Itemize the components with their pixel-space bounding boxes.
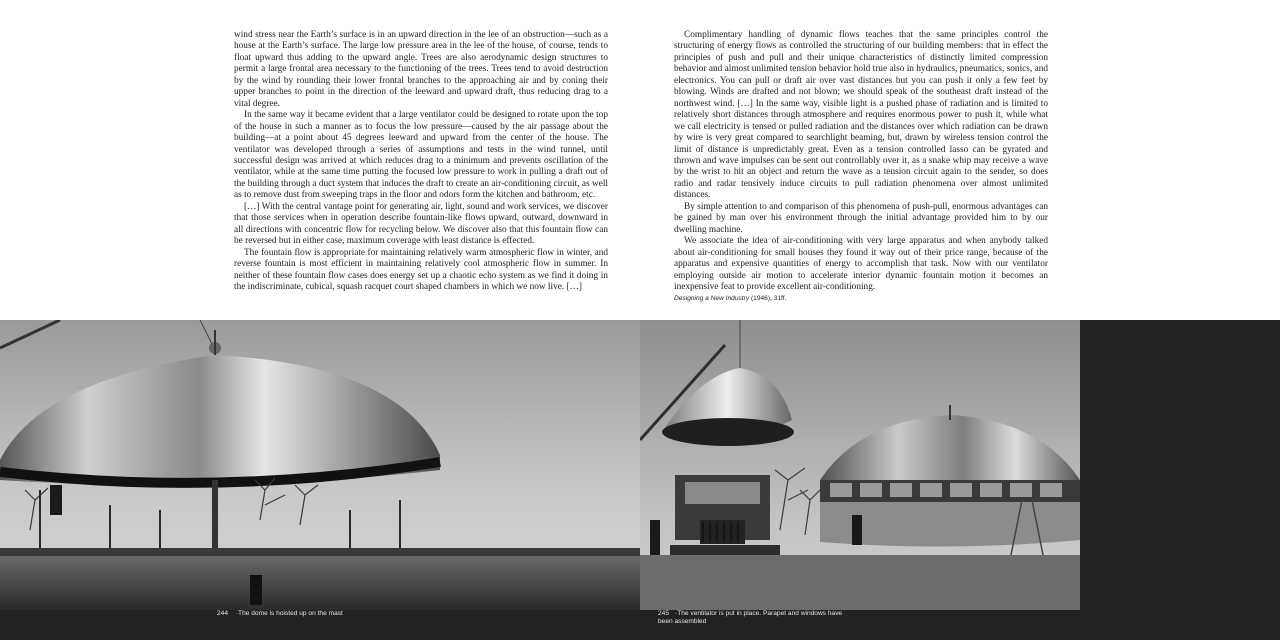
paragraph: […] With the central vantage point for generating air, light, sound and work services, we discover that those services when in operation describe fountain-like flows upward, outward, downward in all directions with concentric flow for recycling below. We discover also that this fountain flow can be reversed but in either case, maximum coverage with least distance is effected. — [234, 201, 608, 247]
figure-caption — [658, 610, 858, 626]
paragraph: wind stress near the Earth’s surface is in an upward direction in the lee of an obstruction—such as a house at the Earth’s surface. The large low pressure area in the lee of the house, of course, tends to float upward thus adding to the upward angle. Trees are also aerodynamic design structures to permit a large frontal area necessary to the functioning of the trees. Trees tend to avoid destruction by the wind by rounding their lower frontal branches to the approaching air and by coning their upper branches to point in the direction of the leeward and upward draft, thus reducing drag to a vital degree. — [234, 30, 608, 109]
paragraph: By simple attention to and comparison of this phenomena of push-pull, enormous advantages can be gained by man over his environment through the initial advantage provided him to by our dwelling machine. — [674, 201, 1048, 235]
dome-hoisted-photo — [0, 320, 640, 640]
credit-rest: (1946), 31ff. — [749, 295, 787, 303]
paragraph: Complimentary handling of dynamic flows teaches that the same principles control the structuring of energy flows as controlled the structuring of our building members: that in effect the principles of push and pull and their unique characteristics of distinctly limited compression behavior and almost unlimited tension behavior hold true also in hydraulics, pneumatics, sonics, and electronics. You can pull or draft air over vast distances but you can push it only a few feet by blowing. Winds are drafted and not blown; we should speak of the southeast draft instead of the northwest wind. […] In the same way, visible light is a pushed phase of radiation and is limited to relatively short distances through atmosphere and requires enormous power to push it, while what we call electricity is tensed or pulled radiation and the distances over which radiation can be drawn by wire is very great compared to searchlight beaming, but, drawn by wireless tension control the limit of distance is unpredictably great. Even as a tension controlled lasso can be gyrated and thrown and wave impulses can be sent out controllably over it, as a snake whip may receive a wave by the wrist to hit an object and return the wave as a tension circuit again to the sender, so does radio and radar tensively induce circuits to pull radiation phenomena over almost unlimited distances. — [674, 30, 1048, 201]
page-number: 244 — [217, 610, 229, 617]
right-text-column — [674, 30, 1048, 305]
caption-text: ·The dome is hoisted up on the mast — [235, 610, 343, 617]
credit-title: Designing a New Industry — [674, 295, 750, 303]
paragraph: In the same way it became evident that a large ventilator could be designed to rotate upon the top of the house in such a manner as to focus the low pressure—caused by the air passage about the building—at a point about 45 degrees leeward and upward from the center of the house. The ventilator was developed through a series of assumptions and tests in the wind tunnel, until successful design was arrived at which reduces drag to a minimum and prevents oscillation of the ventilator, while at the same time putting the focused low pressure to work in pulling a draft out of the building through a duct system that induces the draft to create an air-conditioning circuit, as well as to remove dust from sweeping traps in the floor and odors form the kitchen and bathroom, etc. — [234, 110, 608, 201]
figure-caption — [217, 610, 343, 618]
ventilator-photo — [640, 320, 1080, 640]
paragraph: We associate the idea of air-conditioning with very large apparatus and when anybody talked about air-conditioning for small houses they found it way out of their price range, because of the apparatus and expensive quantities of energy to accomplish that task. Now with our ventilator employing outside air motion to accelerate interior dynamic fountain motion it becomes an inexpensive feat to provide excellent air-conditioning. — [674, 236, 1048, 292]
photo-dome-hoisted — [0, 320, 640, 640]
caption-text-line-2: been assembled — [658, 618, 707, 625]
right-page — [640, 0, 1280, 640]
photo-ventilator-placed — [640, 320, 1280, 640]
page-number: 245 — [658, 610, 670, 617]
left-text-column — [234, 30, 608, 293]
source-credit — [674, 293, 1048, 304]
caption-text-line-1: ·The ventilator is put in place. Parapet and windows have — [675, 610, 843, 617]
paragraph: The fountain flow is appropriate for maintaining relatively warm atmospheric flow in winter, and reverse fountain is most efficient in maintaining relatively cool atmospheric flow in summer. In neither of these fountain flow cases does energy set up a chaotic echo system as we find it doing in the indiscriminate, cubical, squash racquet court shaped chambers in which we now live. […] — [234, 247, 608, 292]
